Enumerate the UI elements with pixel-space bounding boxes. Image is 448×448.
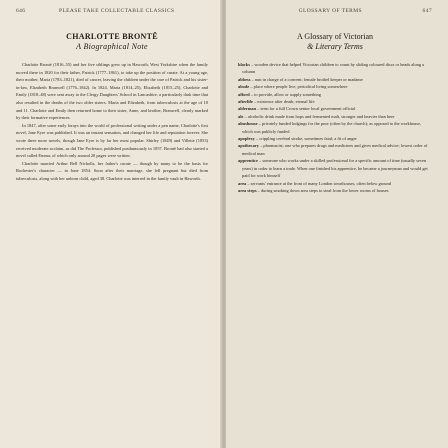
paragraph: In 1847, after some early forays into the world of professional writing under a pen name, Charlotte's first novel, Jane Eyre was published. It was an instant sensation, and changed her life and reputation forever. She wrote three more novels, though Jane Eyre is by far her most popular. Shirley (1849) and Villette (1853) received moderate acclaim, as did The Professor, published posthumously in 1857. Brontë had also started a novel called Emma, of which only around 20 pages were written. xyxy=(16,122,208,159)
glossary-definition: place where people live; periodical living somewhere xyxy=(253,84,348,90)
glossary-entry: afford – to provide, allow or supply something xyxy=(238,91,321,97)
right-title: A Glossary of Victorian xyxy=(296,32,374,41)
left-folio: 646 xyxy=(16,8,26,14)
glossary-definition: existence after death; eternal life xyxy=(257,99,315,105)
glossary-entry: apoplexy – crippling cerebral stroke, sometimes fatal; a fit of anger xyxy=(238,136,357,142)
glossary-definition: alcoholic drink made from hops and fermented malt, stronger and heavier than beer xyxy=(247,113,395,119)
glossary-term: apothecary xyxy=(238,143,259,149)
glossary-definition: pharmacist; one who prepares drugs and medicines and gives medical advice; lowest order of medical man xyxy=(242,143,428,156)
glossary-definition: during smoking down area steps to steal from the lower rooms of houses xyxy=(260,187,389,193)
glossary-entry: blacks – wooden device that helped Victorian children to count by sliding coloured discs or beads along a column xyxy=(238,62,425,75)
glossary-entry: almshouse – privately funded lodgings for the poor (often by the church); as opposed to the workhouse, which was publicly funded xyxy=(238,121,422,134)
right-running-head xyxy=(238,8,432,18)
glossary-term: afterlife xyxy=(238,99,253,105)
glossary-definition: privately funded lodgings for the poor (often by the church); as opposed to the workhouse, which was publicly funded xyxy=(242,121,422,134)
right-page xyxy=(226,0,448,448)
glossary-definition: term for a full Crown senior local government official xyxy=(260,106,356,112)
glossary-term: ale xyxy=(238,113,244,119)
glossary-term: abbess xyxy=(238,76,251,82)
glossary-entry: abbess – nun in charge of a convent; female brothel keeper or madame xyxy=(238,76,363,82)
right-running-title: GLOSSARY OF TERMS xyxy=(298,8,362,14)
paragraph: Charlotte Brontë (1816–55) and her five siblings grew up in Haworth, West Yorkshire when the family moved there in 1820 for their father, Patrick (1777–1861), to take up the position of curate. At a young age, their mother, Maria (1783–1821), died of cancer, leaving the children under the care of Patrick and his sister-in-law, Elizabeth Branwell (1776–1842). In 1824, Maria (1814–25), Elizabeth (1815–25), Charlotte and Emily (1818–48) were sent away to the Clergy Daughters' School in Lancashire, a particularly dark time that also resulted in the deaths of the two older sisters. Maria and Elizabeth, from tuberculosis at the age of 10 and 11. Charlotte and Emily then returned home to their sister, Anne, and brother, Branwell, clearly marked by their formative experiences. xyxy=(16,62,208,121)
glossary-term: afford xyxy=(238,91,250,97)
left-subtitle: A Biographical Note xyxy=(76,42,148,51)
glossary-entry: alderman – term for a full Crown senior local government official xyxy=(238,106,356,112)
glossary-entry: ale – alcoholic drink made from hops and fermented malt, stronger and heavier than beer xyxy=(238,113,395,119)
glossary-definition: wooden device that helped Victorian children to count by sliding coloured discs or beads along a column xyxy=(242,62,425,75)
left-heading xyxy=(16,32,208,52)
glossary-definition: crippling cerebral stroke, sometimes fatal; a fit of anger xyxy=(259,136,357,142)
glossary-term: blacks xyxy=(238,62,250,67)
right-heading xyxy=(238,32,432,52)
glossary-term: area xyxy=(238,180,247,186)
paragraph: Charlotte married Arthur Bell Nicholls, her father's curate — though by many to be the basis for Rochester's character — in June 1854. Soon after their marriage, she fell pregnant but died from tuberculosis, along with her unborn child, aged 38. Charlotte was interred in the family vault in Haworth. xyxy=(16,160,208,181)
glossary-entry: abode – place where people live; periodical living somewhere xyxy=(238,84,348,90)
right-subtitle: & Literary Terms xyxy=(307,42,363,51)
glossary-definition: to provide, allow or supply something xyxy=(254,91,321,97)
glossary-term: almshouse xyxy=(238,121,258,127)
left-body xyxy=(16,61,208,183)
glossary-entry: apothecary – pharmacist; one who prepares drugs and medicines and gives medical advice; lowest order of medical man xyxy=(238,143,428,156)
glossary-entry: afterlife – existence after death; eternal life xyxy=(238,99,315,105)
glossary-definition: someone who works under a skilled professional for a specific amount of time (usually seven years) in order to learn a trade. When one finished his apprentice, he became a journeyman and would get paid for work himself xyxy=(242,158,428,179)
glossary-definition: servants' entrance at the front of many London townhouses, often below ground xyxy=(250,180,391,186)
left-running-title: PLEASE TAKE COLLECTABLE CLASSICS xyxy=(58,8,175,14)
glossary-term: abode xyxy=(238,84,250,90)
glossary-entry: apprentice – someone who works under a skilled professional for a specific amount of time (usually seven years) in order to learn a trade. When one finished his apprentice, he became a journeyman and would get paid for work himself xyxy=(238,158,428,179)
glossary-definition: nun in charge of a convent; female brothel keeper or madame xyxy=(254,76,363,82)
glossary-term: apoplexy xyxy=(238,136,255,142)
glossary-list xyxy=(238,61,432,194)
glossary-entry: area steps – during smoking down area steps to steal from the lower rooms of houses xyxy=(238,187,389,193)
glossary-term: apprentice xyxy=(238,158,258,164)
left-page xyxy=(0,0,222,448)
right-folio: 647 xyxy=(422,8,432,14)
left-title: CHARLOTTE BRONTË xyxy=(66,32,158,41)
glossary-term: alderman xyxy=(238,106,257,112)
glossary-entry: area – servants' entrance at the front of many London townhouses, often below ground xyxy=(238,180,391,186)
left-running-head xyxy=(16,8,208,18)
glossary-term: area steps xyxy=(238,187,257,193)
